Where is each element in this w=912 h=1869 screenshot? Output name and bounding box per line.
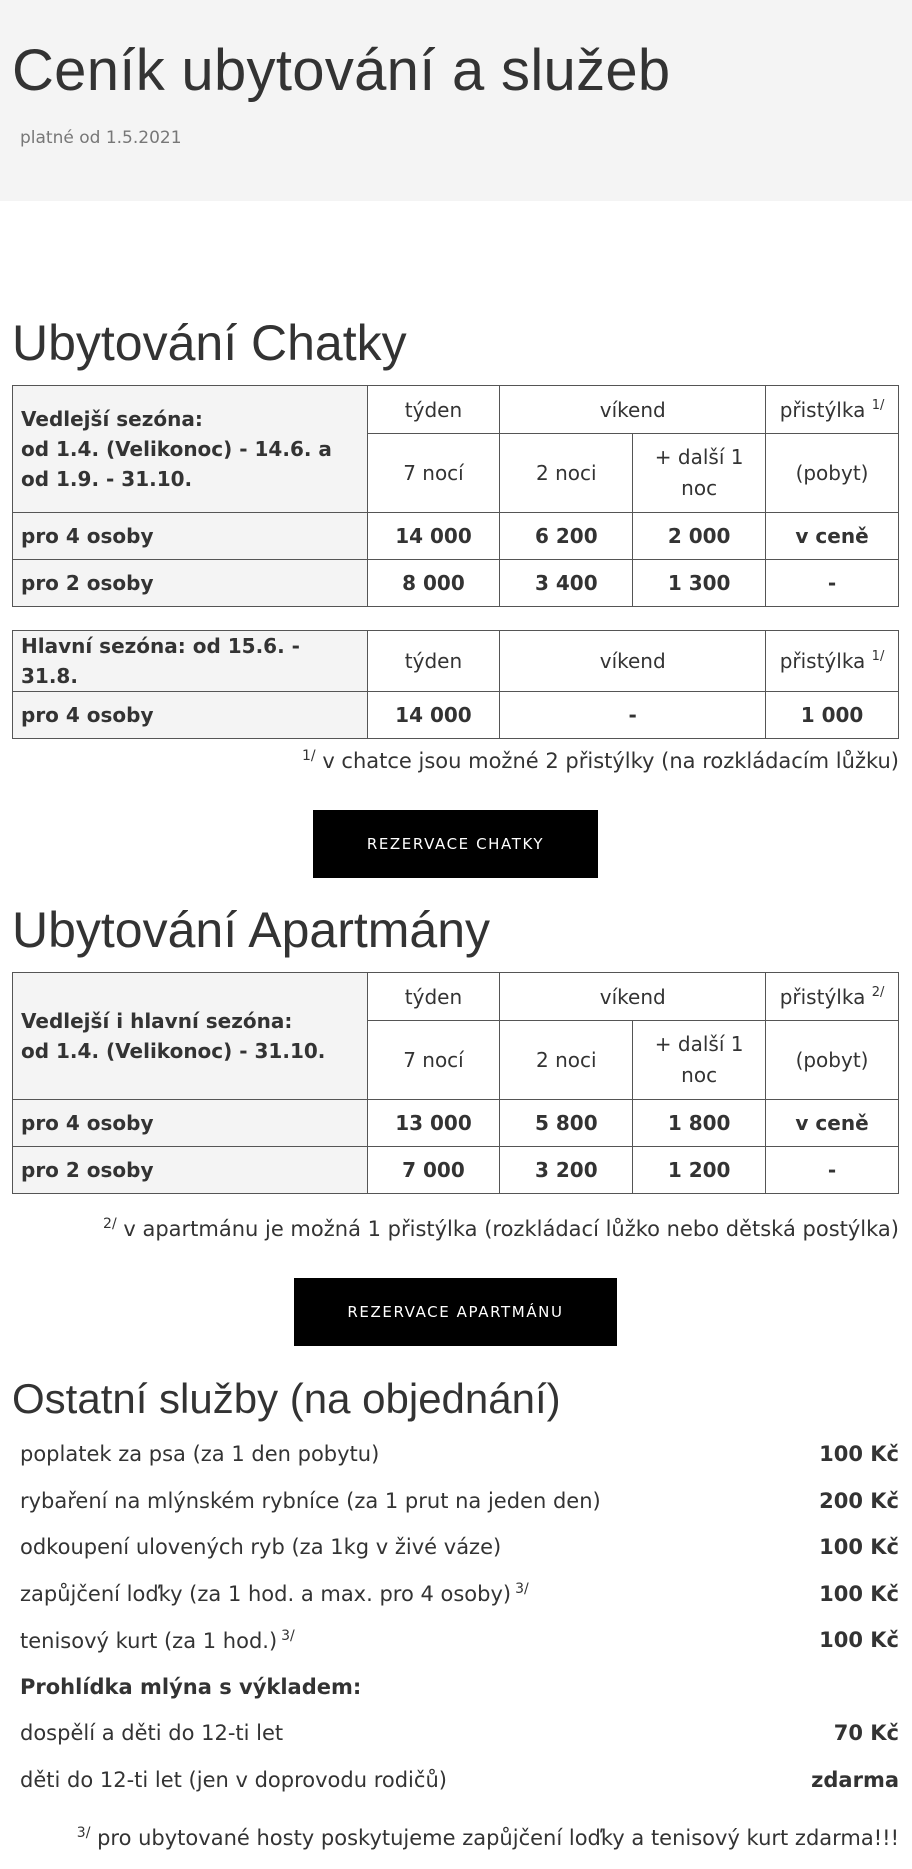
table-row bbox=[13, 1100, 899, 1147]
season-label bbox=[13, 386, 368, 513]
service-price: 100 Kč bbox=[819, 1581, 899, 1606]
price-extra-bed: 1 000 bbox=[766, 692, 899, 739]
col-weekend: víkend bbox=[500, 386, 766, 434]
service-price: 100 Kč bbox=[819, 1535, 899, 1560]
service-price: 200 Kč bbox=[819, 1488, 899, 1513]
price-week: 7 000 bbox=[367, 1147, 500, 1194]
page-title: Ceník ubytování a služeb bbox=[12, 38, 671, 103]
list-item bbox=[20, 1617, 899, 1664]
footnote-mark: 2/ bbox=[103, 1216, 117, 1232]
price-extra-night: 2 000 bbox=[633, 513, 766, 560]
service-label: dospělí a děti do 12-ti let bbox=[20, 1721, 284, 1746]
footnote-text: pro ubytované hosty poskytujeme zapůjčení loďky a tenisový kurt zdarma!!! bbox=[97, 1826, 899, 1850]
price-weekend: 3 400 bbox=[500, 560, 633, 607]
price-week: 14 000 bbox=[367, 692, 500, 739]
season-label-line2: od 1.4. (Velikonoc) - 14.6. a od 1.9. - 31.10. bbox=[21, 437, 332, 491]
footnote-mark: 3/ bbox=[281, 1627, 295, 1644]
price-extra-bed: - bbox=[766, 560, 899, 607]
col-week: týden bbox=[367, 973, 500, 1021]
sub-week: 7 nocí bbox=[367, 1021, 500, 1100]
service-price: zdarma bbox=[811, 1767, 899, 1792]
col-extra-bed bbox=[766, 386, 899, 434]
table-row bbox=[13, 513, 899, 560]
col-extra-bed bbox=[766, 973, 899, 1021]
table-row bbox=[13, 692, 899, 739]
footnote-text: v apartmánu je možná 1 přistýlka (rozkládací lůžko nebo dětská postýlka) bbox=[123, 1217, 899, 1241]
mill-tour-heading bbox=[20, 1664, 899, 1711]
list-item bbox=[20, 1431, 899, 1478]
service-label: děti do 12-ti let (jen v doprovodu rodičů) bbox=[20, 1767, 447, 1792]
col-extra-bed-label: přistýlka bbox=[779, 649, 866, 673]
season-label: Hlavní sezóna: od 15.6. - 31.8. bbox=[13, 631, 368, 692]
price-table-apartmany bbox=[12, 972, 899, 1194]
footnote-mark: 3/ bbox=[515, 1581, 529, 1598]
list-item bbox=[20, 1524, 899, 1571]
price-weekend: 3 200 bbox=[500, 1147, 633, 1194]
sub-weekend-extra: + další 1 noc bbox=[633, 434, 766, 513]
service-price: 100 Kč bbox=[819, 1628, 899, 1653]
price-extra-bed: v ceně bbox=[766, 1100, 899, 1147]
col-extra-bed-label: přistýlka bbox=[779, 397, 866, 422]
list-item bbox=[20, 1757, 899, 1804]
service-label bbox=[20, 1442, 379, 1466]
footnote-services bbox=[77, 1825, 899, 1850]
season-label bbox=[13, 973, 368, 1100]
sub-weekend-extra: + další 1 noc bbox=[633, 1021, 766, 1100]
row-label: pro 2 osoby bbox=[13, 560, 368, 607]
reserve-apartment-button[interactable]: REZERVACE APARTMÁNU bbox=[294, 1278, 617, 1346]
sub-weekend-2: 2 noci bbox=[500, 434, 633, 513]
service-label bbox=[20, 1628, 295, 1653]
service-label-text: poplatek za psa (za 1 den pobytu) bbox=[20, 1442, 380, 1467]
footnote-mark: 1/ bbox=[302, 748, 316, 764]
page-subtitle: platné od 1.5.2021 bbox=[20, 128, 182, 148]
col-week: týden bbox=[367, 631, 500, 692]
footnote-mark: 1/ bbox=[871, 649, 885, 664]
col-extra-bed-label: přistýlka bbox=[779, 984, 866, 1009]
page-header bbox=[0, 0, 912, 201]
price-extra-night: 1 300 bbox=[633, 560, 766, 607]
footnote-chatky bbox=[302, 748, 899, 773]
footnote-text: v chatce jsou možné 2 přistýlky (na rozkládacím lůžku) bbox=[322, 749, 899, 773]
services-list bbox=[20, 1431, 899, 1803]
footnote-apartmany bbox=[103, 1216, 899, 1241]
footnote-mark: 2/ bbox=[871, 984, 885, 1000]
section-title-services: Ostatní služby (na objednání) bbox=[12, 1375, 561, 1422]
price-table-chatky-off-season bbox=[12, 385, 899, 607]
table-row bbox=[13, 1147, 899, 1194]
list-item bbox=[20, 1571, 899, 1618]
price-extra-bed: - bbox=[766, 1147, 899, 1194]
service-label-text: tenisový kurt (za 1 hod.) bbox=[20, 1628, 278, 1653]
price-weekend: - bbox=[500, 692, 766, 739]
row-label: pro 4 osoby bbox=[13, 513, 368, 560]
row-label: pro 4 osoby bbox=[13, 1100, 368, 1147]
service-label bbox=[20, 1581, 529, 1606]
list-item bbox=[20, 1478, 899, 1525]
price-extra-night: 1 200 bbox=[633, 1147, 766, 1194]
col-weekend: víkend bbox=[500, 973, 766, 1021]
sub-weekend-2: 2 noci bbox=[500, 1021, 633, 1100]
sub-stay: (pobyt) bbox=[766, 434, 899, 513]
service-label bbox=[20, 1535, 501, 1559]
mill-tour-heading-text: Prohlídka mlýna s výkladem: bbox=[20, 1674, 362, 1699]
price-weekend: 5 800 bbox=[500, 1100, 633, 1147]
price-week: 13 000 bbox=[367, 1100, 500, 1147]
price-weekend: 6 200 bbox=[500, 513, 633, 560]
footnote-mark: 3/ bbox=[76, 1825, 91, 1841]
price-extra-night: 1 800 bbox=[633, 1100, 766, 1147]
row-label: pro 4 osoby bbox=[13, 692, 368, 739]
service-label-text: odkoupení ulovených ryb (za 1kg v živé váze) bbox=[20, 1535, 502, 1560]
section-title-apartmany: Ubytování Apartmány bbox=[12, 902, 491, 958]
footnote-mark: 1/ bbox=[871, 397, 885, 413]
price-table-chatky-main-season bbox=[12, 630, 899, 739]
service-price: 100 Kč bbox=[819, 1442, 899, 1467]
col-week: týden bbox=[367, 386, 500, 434]
service-label bbox=[20, 1489, 601, 1513]
price-extra-bed: v ceně bbox=[766, 513, 899, 560]
list-item bbox=[20, 1710, 899, 1757]
section-title-chatky: Ubytování Chatky bbox=[12, 315, 407, 371]
price-week: 8 000 bbox=[367, 560, 500, 607]
reserve-cabin-button[interactable]: REZERVACE CHATKY bbox=[313, 810, 598, 878]
col-weekend: víkend bbox=[500, 631, 766, 692]
season-label-line1: Vedlejší i hlavní sezóna: bbox=[21, 1009, 293, 1033]
table-row bbox=[13, 560, 899, 607]
season-label-line1: Vedlejší sezóna: bbox=[21, 407, 203, 431]
row-label: pro 2 osoby bbox=[13, 1147, 368, 1194]
service-price: 70 Kč bbox=[833, 1721, 899, 1746]
season-label-line2: od 1.4. (Velikonoc) - 31.10. bbox=[21, 1039, 326, 1063]
price-week: 14 000 bbox=[367, 513, 500, 560]
sub-week: 7 nocí bbox=[367, 434, 500, 513]
sub-stay: (pobyt) bbox=[766, 1021, 899, 1100]
service-label-text: rybaření na mlýnském rybníce (za 1 prut na jeden den) bbox=[20, 1488, 601, 1513]
service-label-text: zapůjčení loďky (za 1 hod. a max. pro 4 osoby) bbox=[20, 1582, 512, 1607]
col-extra-bed bbox=[766, 631, 899, 692]
